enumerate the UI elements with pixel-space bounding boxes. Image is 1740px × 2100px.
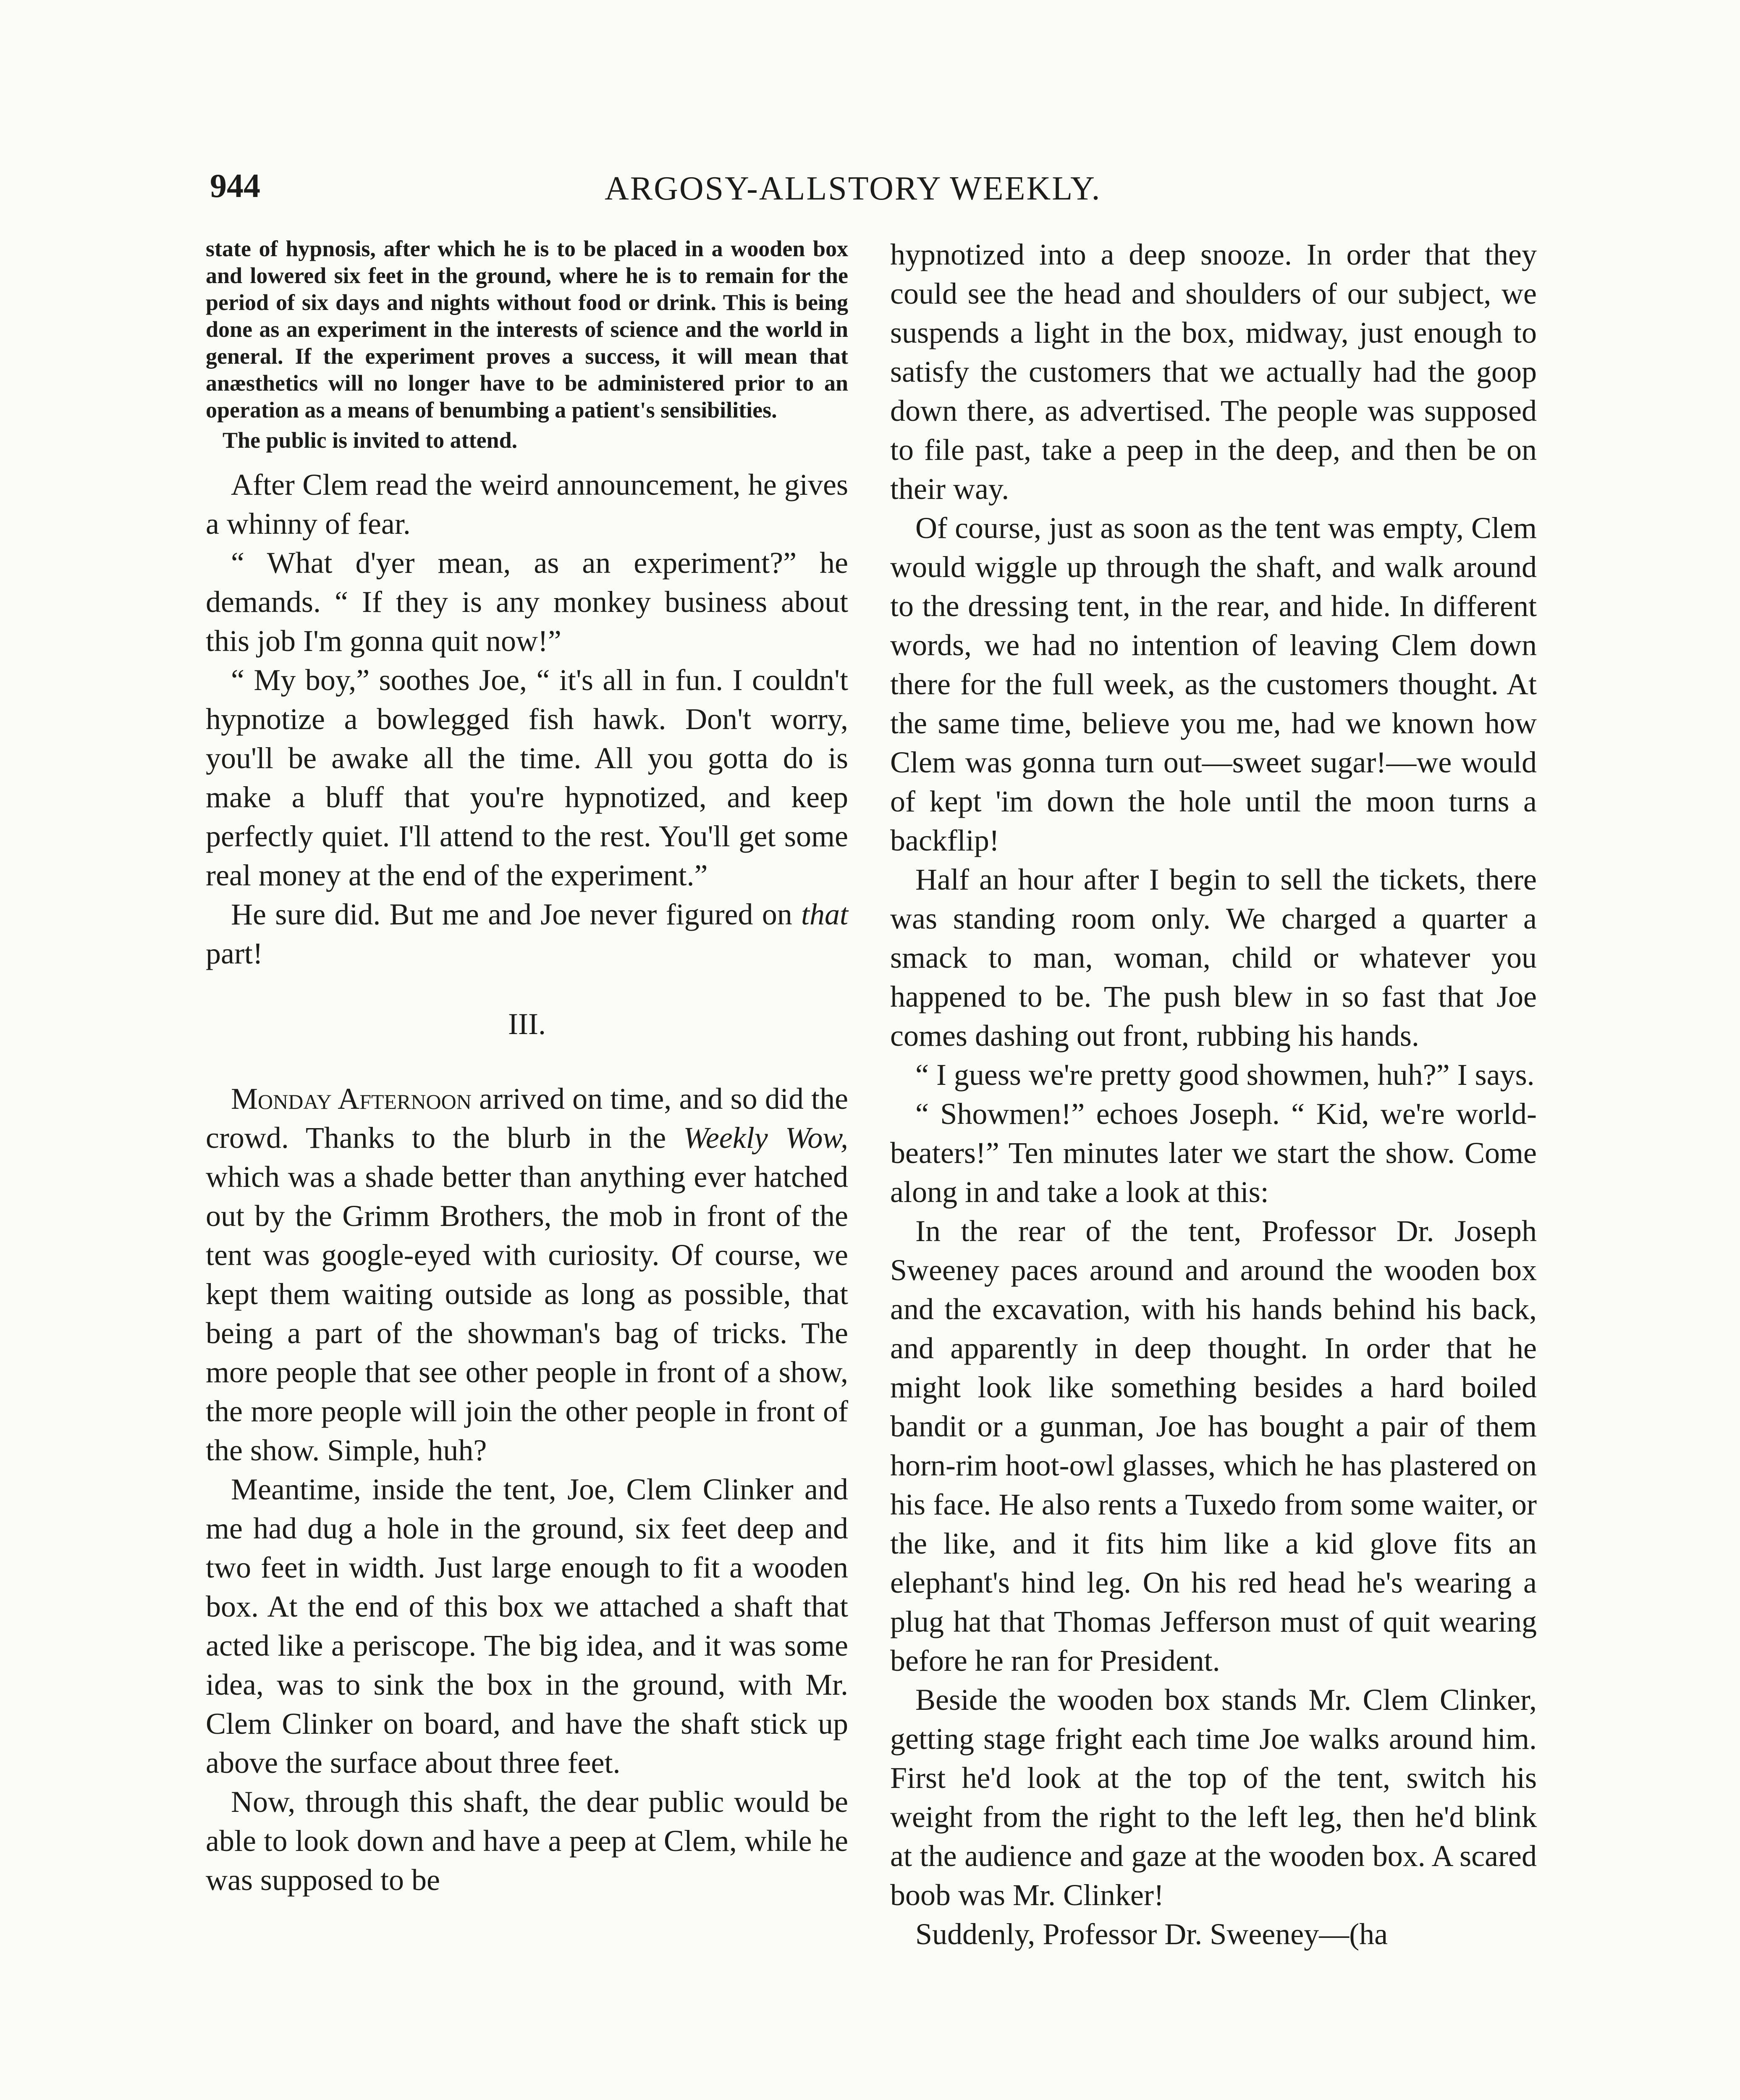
- paragraph: In the rear of the tent, Professor Dr. Joseph Sweeney paces around and around the wooden box and the excavation, with his hands behind his back, and apparently in deep thought. In order that he might look like something besides a hard boiled bandit or a gunman, Joe has bought a pair of them horn-rim hoot-owl glasses, which he has plastered on his face. He also rents a Tuxedo from some waiter, or the like, and it fits him like a kid glove fits an elephant's hind leg. On his red head he's wearing a plug hat that Thomas Jefferson must of quit wearing before he ran for President.: [890, 1214, 1537, 1677]
- notice-paragraph: state of hypnosis, after which he is to be placed in a wooden box and lowered six feet in the ground, where he is to remain for the period of six days and nights without food or drink. This is being done as an experiment in the interests of science and the world in general. If the experiment proves a success, it will mean that anæsthetics will no longer have to be administered prior to an operation as a means of benumbing a patient's sensibilities.: [206, 236, 848, 423]
- text-run: arrived on time, and so did the crowd. Thanks to the blurb in the: [206, 1082, 849, 1155]
- paragraph: Of course, just as soon as the tent was empty, Clem would wiggle up through the shaft, and walk around to the dressing tent, in the rear, and hide. In different words, we had no intention of leaving Clem down there for the full week, as the customers thought. At the same time, believe you me, had we known how Clem was gonna turn out—sweet sugar!—we would of kept 'im down the hole until the moon turns a backflip!: [890, 511, 1537, 857]
- paragraph: [206, 1079, 848, 1470]
- notice-invitation: The public is invited to attend.: [223, 428, 518, 453]
- paragraph: Meantime, inside the tent, Joe, Clem Clinker and me had dug a hole in the ground, six feet deep and two feet in width. Just large enough to fit a wooden box. At the end of this box we attached a shaft that acted like a periscope. The big idea, and it was some idea, was to sink the box in the ground, with Mr. Clem Clinker on board, and have the shaft stick up above the surface about three feet.: [206, 1473, 848, 1780]
- left-column: [206, 235, 848, 1900]
- paragraph: Beside the wooden box stands Mr. Clem Clinker, getting stage fright each time Joe walks around him. First he'd look at the top of the tent, switch his weight from the right to the left leg, then he'd blink at the audience and gaze at the wooden box. A scared boob was Mr. Clinker!: [890, 1683, 1537, 1912]
- paragraph: “ I guess we're pretty good showmen, huh?” I says.: [915, 1058, 1535, 1092]
- page-number: 944: [210, 168, 260, 205]
- text-run: part!: [206, 937, 263, 970]
- paragraph: [206, 895, 848, 973]
- paragraph: After Clem read the weird announcement, he gives a whinny of fear.: [206, 468, 848, 541]
- running-head: ARGOSY-ALLSTORY WEEKLY.: [605, 170, 1101, 207]
- paragraph: “ What d'yer mean, as an experiment?” he demands. “ If they is any monkey business about this job I'm gonna quit now!”: [206, 546, 848, 658]
- emphasis-text: that: [801, 898, 848, 931]
- paragraph: hypnotized into a deep snooze. In order that they could see the head and shoulders of our subject, we suspends a light in the box, midway, just enough to satisfy the customers that we actually had the goop down there, as advertised. The people was supposed to file past, take a peep in the deep, and then be on their way.: [890, 238, 1537, 506]
- smallcaps-lead: Monday Afternoon: [231, 1082, 472, 1116]
- text-run: He sure did. But me and Joe never figured on: [231, 898, 801, 931]
- paragraph: Now, through this shaft, the dear public would be able to look down and have a peep at Clem, while he was supposed to be: [206, 1785, 848, 1897]
- paragraph: Half an hour after I begin to sell the tickets, there was standing room only. We charged a quarter a smack to man, woman, child or whatever you happened to be. The push blew in so fast that Joe comes dashing out front, rubbing his hands.: [890, 863, 1537, 1053]
- text-run: which was a shade better than anything ever hatched out by the Grimm Brothers, the mob in front of the tent was google-eyed with curiosity. Of course, we kept them waiting outside as long as possible, that being a part of the showman's bag of tricks. The more people that see other people in front of a show, the more people will join the other people in front of the show. Simple, huh?: [206, 1160, 848, 1467]
- paragraph: “ My boy,” soothes Joe, “ it's all in fun. I couldn't hypnotize a bowlegged fish hawk. Don't worry, you'll be awake all the time. All you gotta do is make a bluff that you're hypnotized, and keep perfectly quiet. I'll attend to the rest. You'll get some real money at the end of the experiment.”: [206, 663, 848, 892]
- paragraph: Suddenly, Professor Dr. Sweeney—(ha: [915, 1917, 1388, 1951]
- publication-title: Weekly Wow,: [683, 1121, 848, 1155]
- section-heading: III.: [508, 1007, 546, 1041]
- paragraph: “ Showmen!” echoes Joseph. “ Kid, we're world-beaters!” Ten minutes later we start the show. Come along in and take a look at this:: [890, 1097, 1537, 1209]
- right-column: [890, 235, 1537, 1954]
